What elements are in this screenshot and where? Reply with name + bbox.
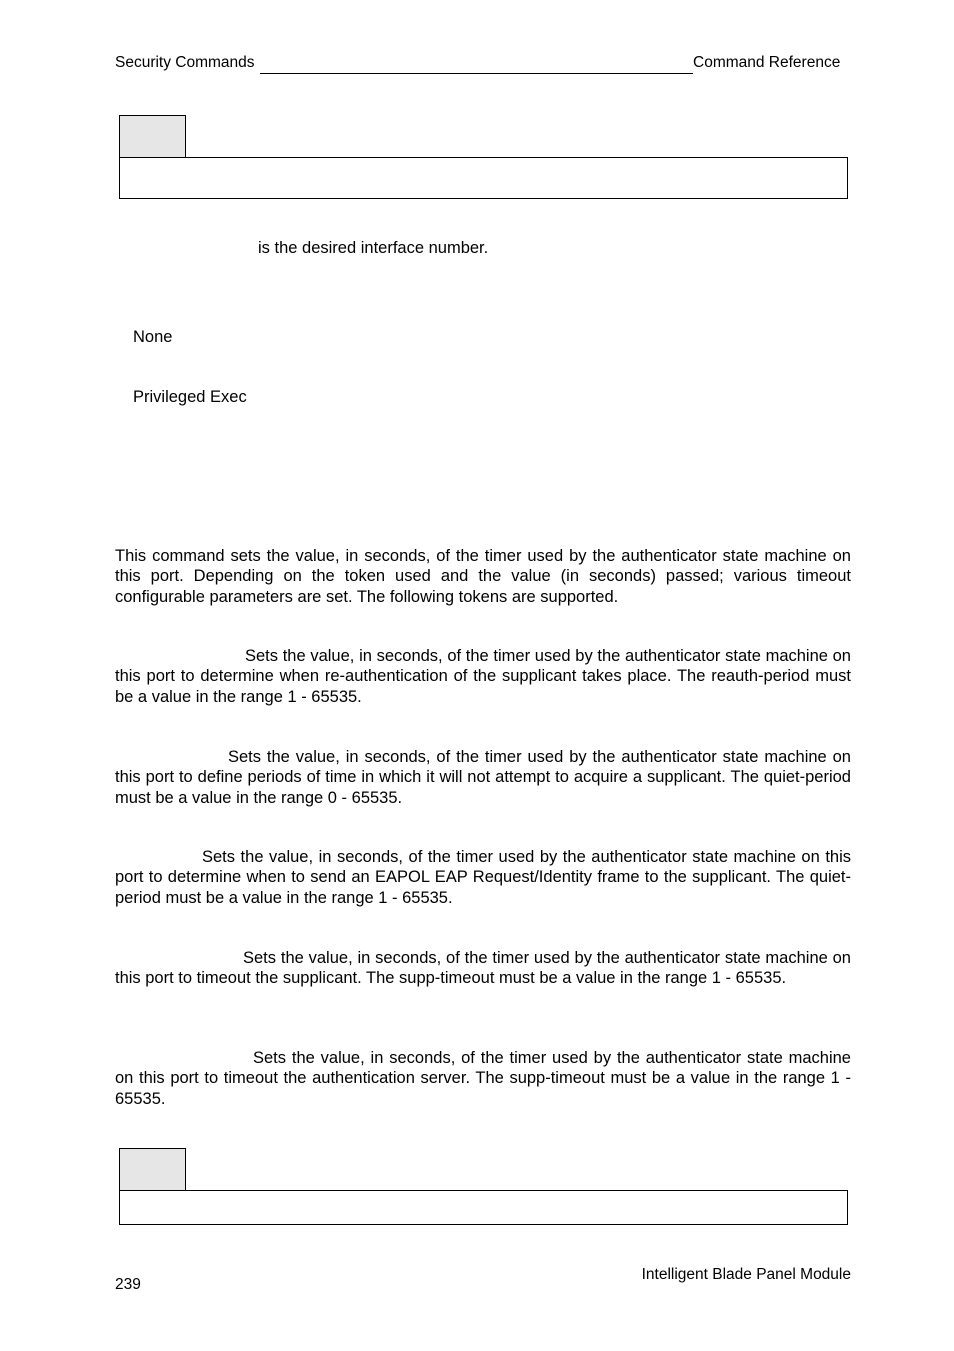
command-box [119,1190,848,1225]
command-box [119,157,848,199]
token-description-reauth-period: Sets the value, in seconds, of the timer used by the authenticator state machine on this port to determine when re-authentication of the supplicant takes place. The reauth-period must be a value in the range 1 - 65535. [115,647,851,706]
command-description: This command sets the value, in seconds, of the timer used by the authenticator state machine on this port. Depending on the token used and the value (in seconds) passed; various timeout configurable parameters are set. The following tokens are supported. [115,547,851,606]
parameter-description: is the desired interface number. [258,239,489,257]
command-box-tab [119,1148,186,1190]
header-section-title: Security Commands [115,54,255,71]
token-description-supp-timeout: Sets the value, in seconds, of the timer used by the authenticator state machine on this port to timeout the supplicant. The supp-timeout must be a value in the range 1 - 65535. [115,949,851,988]
page-number: 239 [115,1276,141,1293]
footer-product-name: Intelligent Blade Panel Module [641,1266,851,1283]
default-value: None [133,328,173,346]
token-description-quiet-period: Sets the value, in seconds, of the timer used by the authenticator state machine on this port to define periods of time in which it will not attempt to acquire a supplicant. The quiet-period must be a value in the range 0 - 65535. [115,748,851,807]
token-description-server-timeout: Sets the value, in seconds, of the timer used by the authenticator state machine on this port to timeout the authentication server. The supp-timeout must be a value in the range 1 - 65535. [115,1049,851,1108]
header-document-title: Command Reference [693,54,841,71]
header-rule [260,73,693,74]
command-mode-value: Privileged Exec [133,388,247,406]
token-description-tx-period: Sets the value, in seconds, of the timer used by the authenticator state machine on this port to determine when to send an EAPOL EAP Request/Identity frame to the supplicant. The quiet-period must be a value in the range 1 - 65535. [115,848,851,907]
command-box-tab [119,115,186,157]
